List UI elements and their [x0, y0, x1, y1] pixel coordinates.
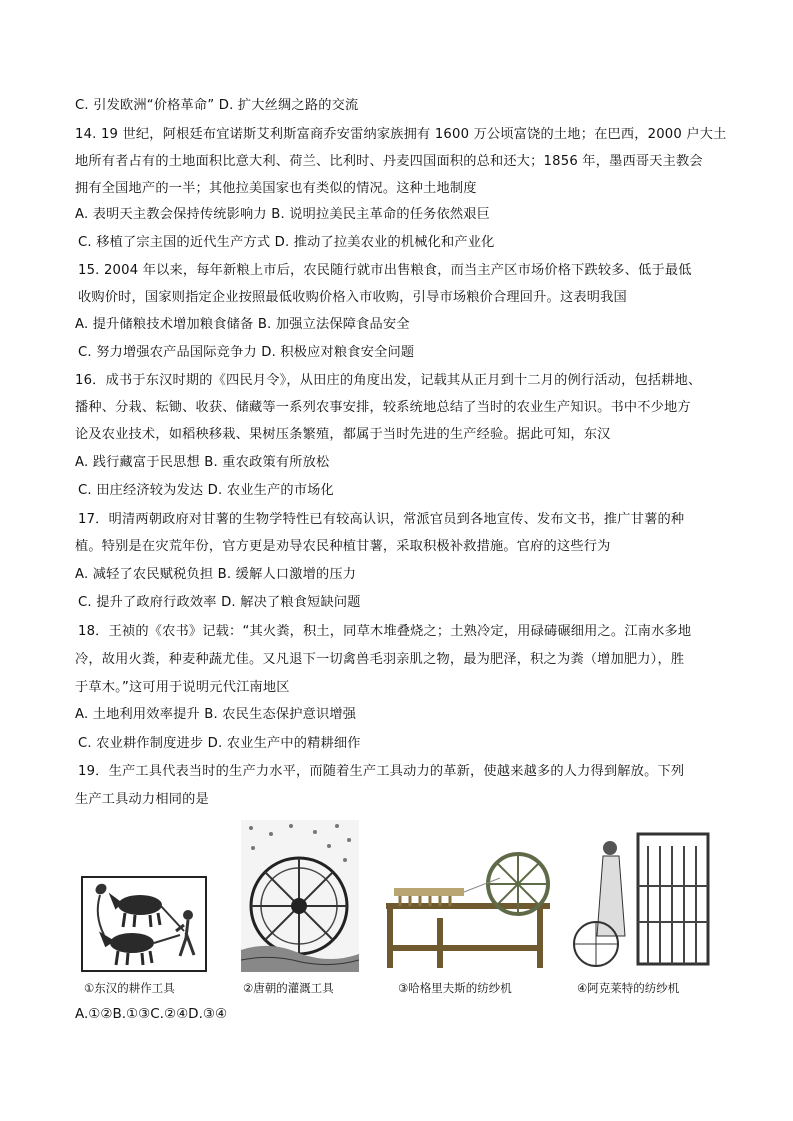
q18-stem-line-2: 冷，故用火粪，种麦种蔬尤佳。又凡退下一切禽兽毛羽亲肌之物，最为肥泽，积之为粪（增加肥力），胜 — [75, 652, 685, 667]
q14-stem-line-2: 地所有者占有的土地面积比意大利、荷兰、比利时、丹麦四国面积的总和还大；1856 年，墨西哥天主教会 — [75, 154, 703, 169]
q16-stem-line-1: 16．成书于东汉时期的《四民月令》，从田庄的角度出发，记载其从正月到十二月的例行活动，包括耕地、 — [75, 373, 702, 388]
figure-ox-plough — [80, 875, 208, 973]
q17-stem-line-1: 17．明清两朝政府对甘薯的生物学特性已有较高认识，常派官员到各地宣传、发布文书，推广甘薯的种 — [78, 512, 685, 527]
caption-4: ④阿克莱特的纺纱机 — [577, 981, 680, 995]
q17-stem-line-2: 植。特别是在灾荒年份，官方更是劝导农民种植甘薯，采取积极补救措施。官府的这些行为 — [75, 539, 611, 554]
figure-waterwheel — [241, 820, 359, 972]
caption-1: ①东汉的耕作工具 — [84, 981, 175, 995]
figure-spinning-jenny — [380, 848, 556, 976]
q19-stem-line-1: 19．生产工具代表当时的生产力水平，而随着生产工具动力的革新，使越来越多的人力得到解放。下列 — [78, 764, 685, 779]
q19-answer-options: A.①②B.①③C.②④D.③④ — [75, 1006, 228, 1022]
q18-stem-line-3: 于草木。”这可用于说明元代江南地区 — [75, 680, 290, 695]
figure-water-frame — [568, 826, 716, 978]
q16-stem-line-2: 播种、分栽、耘锄、收获、储藏等一系列农事安排，较系统地总结了当时的农业生产知识。书中不少地方 — [75, 400, 691, 415]
q18-options-ab: A. 土地利用效率提升 B. 农民生态保护意识增强 — [75, 707, 357, 722]
q15-options-cd: C. 努力增强农产品国际竞争力 D. 积极应对粮食安全问题 — [78, 345, 415, 360]
q16-options-ab: A. 践行藏富于民思想 B. 重农政策有所放松 — [75, 455, 330, 470]
q15-options-ab: A. 提升储粮技术增加粮食储备 B. 加强立法保障食品安全 — [75, 317, 410, 332]
q15-stem-line-2: 收购价时，国家则指定企业按照最低收购价格入市收购，引导市场粮价合理回升。这表明我国 — [78, 290, 627, 305]
q16-stem-line-3: 论及农业技术，如稻秧移栽、果树压条繁殖，都属于当时先进的生产经验。据此可知，东汉 — [75, 427, 611, 442]
q14-options-ab: A. 表明天主教会保持传统影响力 B. 说明拉美民主革命的任务依然艰巨 — [75, 207, 491, 222]
q14-options-cd: C. 移植了宗主国的近代生产方式 D. 推动了拉美农业的机械化和产业化 — [78, 235, 495, 250]
q13-options-cd: C. 引发欧洲“价格革命” D. 扩大丝绸之路的交流 — [75, 98, 359, 113]
q17-options-ab: A. 减轻了农民赋税负担 B. 缓解人口激增的压力 — [75, 567, 357, 582]
q18-options-cd: C. 农业耕作制度进步 D. 农业生产中的精耕细作 — [78, 736, 361, 751]
q14-stem-line-3: 拥有全国地产的一半；其他拉美国家也有类似的情况。这种土地制度 — [75, 181, 477, 196]
q19-stem-line-2: 生产工具动力相同的是 — [75, 792, 209, 807]
q18-stem-line-1: 18．王祯的《农书》记载：“其火粪，积土，同草木堆叠烧之；土熟冷定，用碌碡碾细用之。江南水多地 — [78, 624, 692, 639]
q14-stem-line-1: 14. 19 世纪，阿根廷布宜诺斯艾利斯富商乔安雷纳家族拥有 1600 万公顷富饶的土地；在巴西，2000 户大土 — [75, 127, 727, 142]
q16-options-cd: C. 田庄经济较为发达 D. 农业生产的市场化 — [78, 483, 334, 498]
caption-3: ③哈格里夫斯的纺纱机 — [398, 981, 512, 995]
q17-options-cd: C. 提升了政府行政效率 D. 解决了粮食短缺问题 — [78, 595, 361, 610]
q15-stem-line-1: 15. 2004 年以来，每年新粮上市后，农民随行就市出售粮食，而当主产区市场价格下跌较多、低于最低 — [78, 263, 692, 278]
caption-2: ②唐朝的灌溉工具 — [243, 981, 334, 995]
